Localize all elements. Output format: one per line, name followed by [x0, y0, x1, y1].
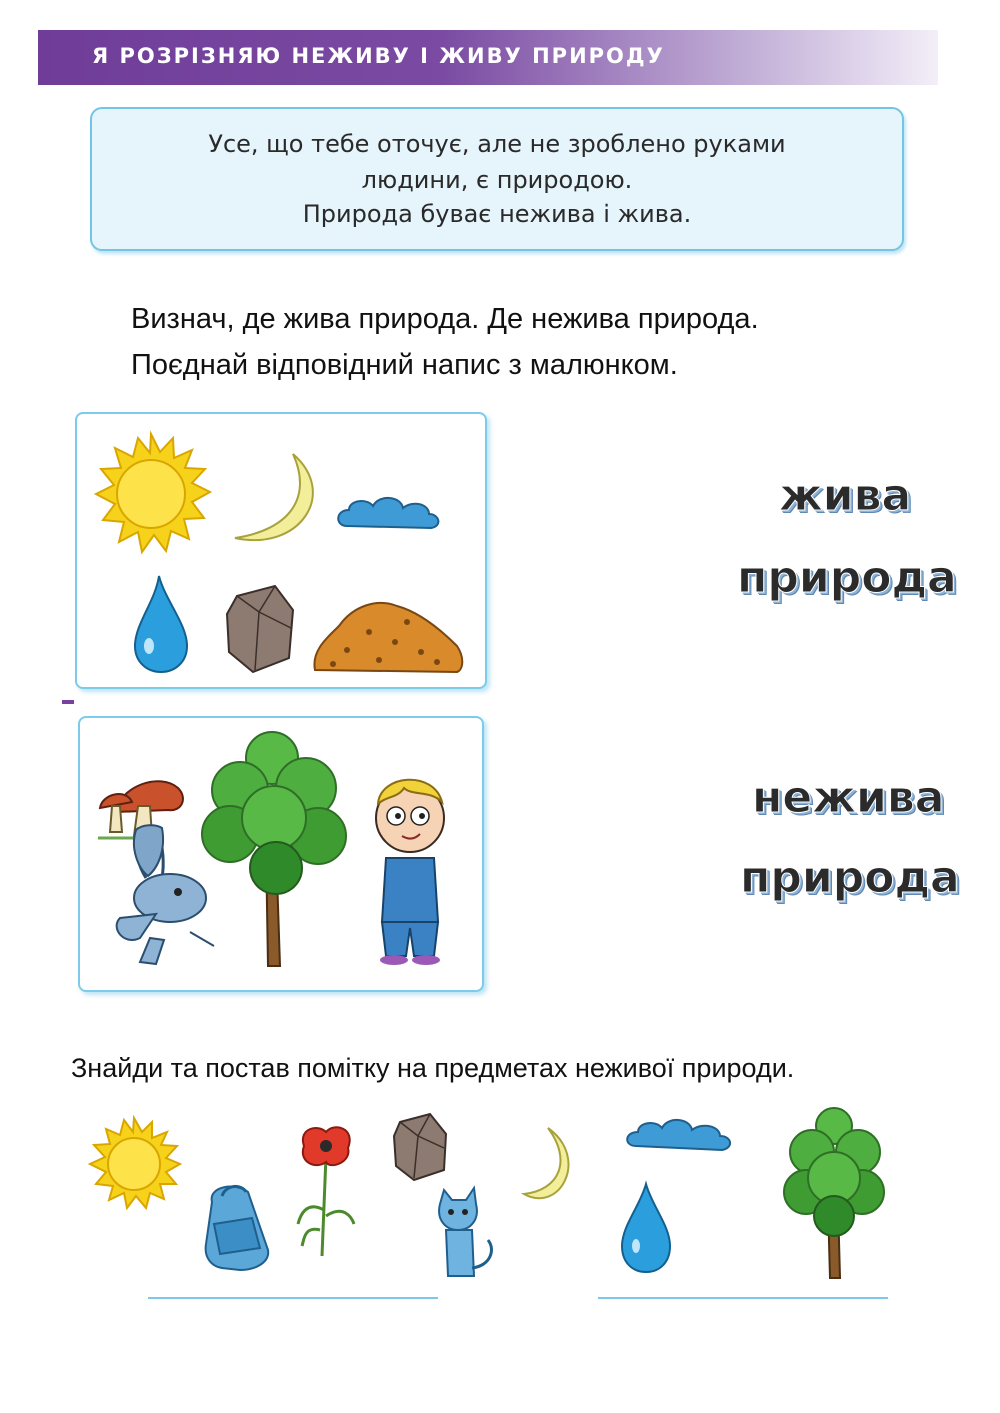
sun-icon	[96, 434, 210, 552]
purple-mark	[62, 700, 74, 704]
stone-icon	[227, 586, 293, 672]
moon-icon	[235, 454, 313, 540]
cloud-item[interactable]	[627, 1120, 730, 1150]
boy-icon	[376, 780, 444, 965]
label-nonliving-line-2[interactable]: природа	[740, 852, 960, 903]
answer-line-left	[148, 1297, 438, 1299]
info-line-3: Природа буває нежива і жива.	[302, 200, 692, 228]
backpack-item[interactable]	[206, 1186, 269, 1270]
picture-box-nonliving[interactable]	[75, 412, 487, 689]
info-line-2: людини, є природою.	[361, 166, 633, 194]
picture-box-living[interactable]	[78, 716, 484, 992]
hare-icon	[117, 825, 214, 964]
cat-item[interactable]	[439, 1188, 491, 1276]
moon-item[interactable]	[524, 1128, 568, 1198]
task2-instruction: Знайди та постав помітку на предметах неживої природи.	[71, 1053, 795, 1083]
sun-item[interactable]	[90, 1118, 180, 1208]
label-living-line-1[interactable]: жива	[779, 470, 912, 521]
label-living-line-2[interactable]: природа	[737, 552, 957, 603]
water-drop-item[interactable]	[622, 1184, 670, 1272]
info-line-1: Усе, що тебе оточує, але не зроблено руками	[208, 130, 786, 158]
soil-icon	[314, 603, 462, 672]
answer-line-right	[598, 1297, 888, 1299]
stone-item[interactable]	[394, 1114, 446, 1180]
water-drop-icon	[135, 576, 187, 672]
tree-item[interactable]	[784, 1108, 884, 1278]
tree-icon	[202, 732, 346, 966]
label-nonliving-line-1[interactable]: нежива	[752, 772, 945, 823]
poppy-item[interactable]	[298, 1127, 354, 1256]
task1-line-2: Поєднай відповідний напис з малюнком.	[131, 349, 678, 381]
cloud-icon	[338, 498, 438, 528]
page-title: Я РОЗРІЗНЯЮ НЕЖИВУ І ЖИВУ ПРИРОДУ	[92, 44, 665, 68]
task1-line-1: Визнач, де жива природа. Де нежива природа.	[131, 303, 759, 335]
